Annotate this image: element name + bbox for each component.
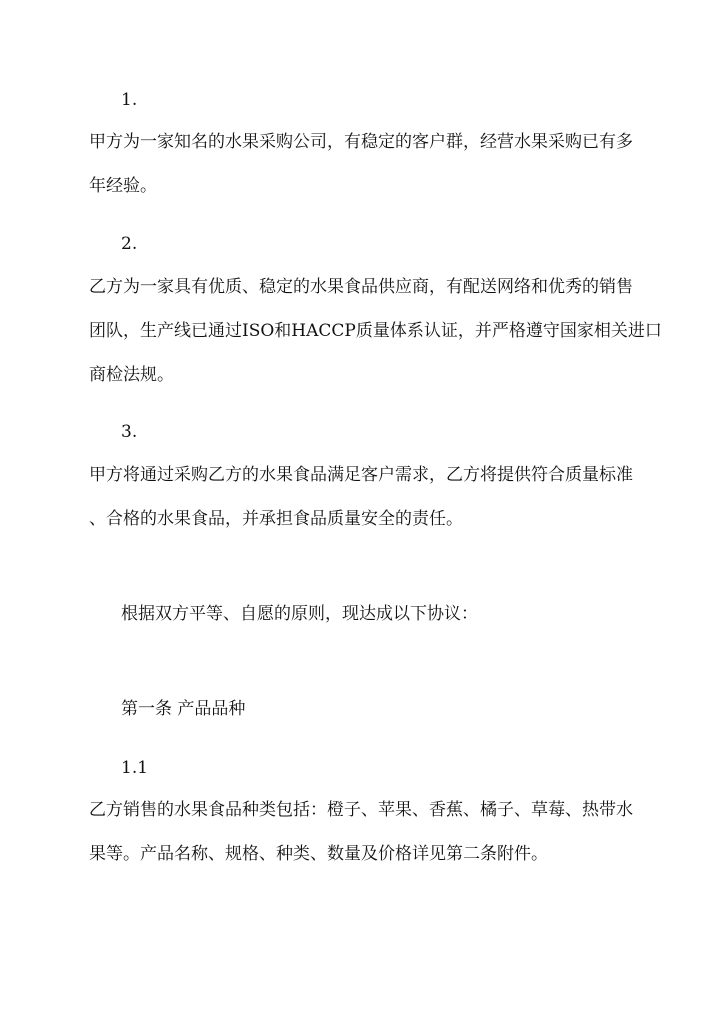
clause-1-1-number: 1.1 (121, 758, 149, 778)
article-1-title: 第一条 产品品种 (121, 699, 246, 719)
section-1-line-1: 甲方为一家知名的水果采购公司，有稳定的客户群，经营水果采购已有多 (89, 132, 633, 152)
section-3-line-2: 、合格的水果食品，并承担食品质量安全的责任。 (89, 509, 463, 529)
section-2-line-1: 乙方为一家具有优质、稳定的水果食品供应商，有配送网络和优秀的销售 (89, 277, 633, 297)
section-3-number: 3. (121, 422, 138, 442)
section-2-number: 2. (121, 234, 138, 254)
section-2-line-3: 商检法规。 (89, 365, 174, 385)
clause-1-1-line-2: 果等。产品名称、规格、种类、数量及价格详见第二条附件。 (89, 844, 548, 864)
agreement-intro: 根据双方平等、自愿的原则，现达成以下协议： (121, 604, 478, 624)
section-2-line-2: 团队，生产线已通过ISO和HACCP质量体系认证，并严格遵守国家相关进口 (89, 321, 662, 341)
section-1-number: 1. (121, 90, 138, 110)
section-1-line-2: 年经验。 (89, 176, 157, 196)
section-3-line-1: 甲方将通过采购乙方的水果食品满足客户需求，乙方将提供符合质量标准 (89, 465, 633, 485)
clause-1-1-line-1: 乙方销售的水果食品种类包括：橙子、苹果、香蕉、橘子、草莓、热带水 (89, 800, 633, 820)
